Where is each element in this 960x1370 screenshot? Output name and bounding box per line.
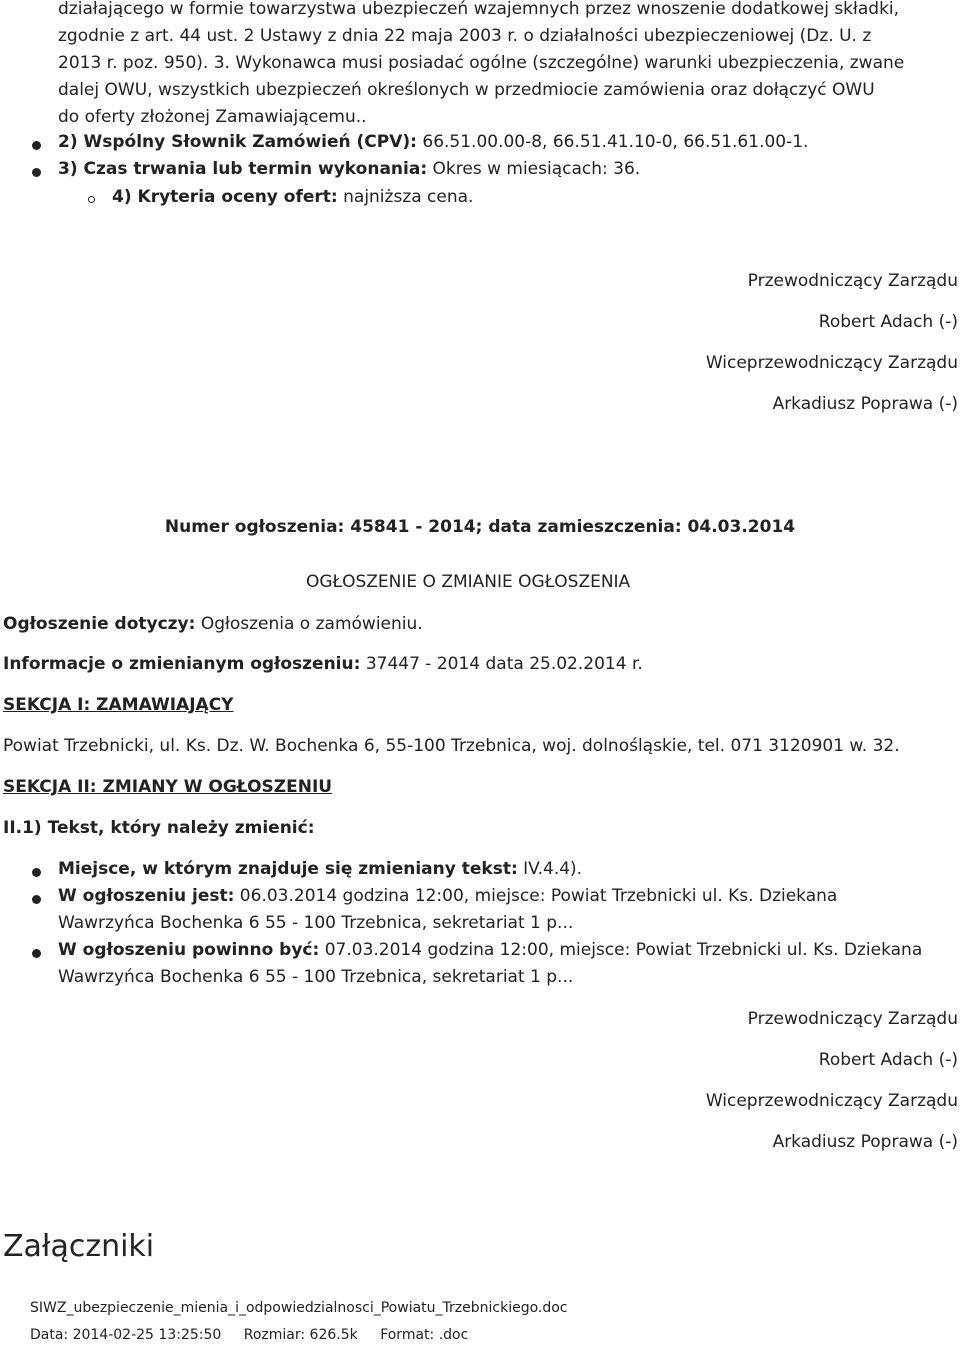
signature-name: Robert Adach (-)	[818, 1050, 958, 1070]
change-value: 06.03.2014 godzina 12:00, miejsce: Powiat Trzebnicki ul. Ks. Dziekana	[234, 886, 838, 906]
change-item	[58, 940, 922, 960]
bullet-dot	[32, 868, 41, 877]
change-label: W ogłoszeniu powinno być:	[58, 940, 320, 960]
section-title: SEKCJA II: ZMIANY W OGŁOSZENIU	[3, 777, 333, 797]
signature-role: Wiceprzewodniczący Zarządu	[705, 353, 958, 373]
signature-name: Robert Adach (-)	[818, 312, 958, 332]
criteria-value: najniższa cena.	[337, 187, 474, 207]
concerns-line	[3, 614, 423, 634]
intro-line: 2013 r. poz. 950). 3. Wykonawca musi posiadać ogólne (szczególne) warunki ubezpieczenia, zwane	[58, 53, 905, 73]
intro-line: działającego w formie towarzystwa ubezpieczeń wzajemnych przez wnoszenie dodatkowej składki,	[58, 0, 900, 19]
change-value: IV.4.4).	[517, 859, 583, 879]
change-value: 07.03.2014 godzina 12:00, miejsce: Powiat Trzebnicki ul. Ks. Dziekana	[319, 940, 923, 960]
contracting-authority-address: Powiat Trzebnicki, ul. Ks. Dz. W. Bochenka 6, 55-100 Trzebnica, woj. dolnośląskie, tel. 071 3120901 w. 32.	[3, 736, 900, 756]
attachment-size: Rozmiar: 626.5k	[243, 1327, 358, 1343]
intro-line: dalej OWU, wszystkich ubezpieczeń określonych w przedmiocie zamówienia oraz dołączyć OWU	[58, 80, 875, 100]
change-label: Miejsce, w którym znajduje się zmieniany tekst:	[58, 859, 518, 879]
bullet-dot	[32, 895, 41, 904]
info-label: Informacje o zmienianym ogłoszeniu:	[3, 654, 361, 674]
intro-paragraph	[58, 0, 958, 131]
duration-item	[58, 159, 640, 179]
concerns-value: Ogłoszenia o zamówieniu.	[195, 614, 423, 634]
cpv-label: 2) Wspólny Słownik Zamówień (CPV):	[58, 132, 417, 152]
criteria-item	[112, 187, 473, 207]
change-item-continuation: Wawrzyńca Bochenka 6 55 - 100 Trzebnica, sekretariat 1 p...	[58, 967, 574, 987]
attachment-date: Data: 2014-02-25 13:25:50	[30, 1327, 222, 1343]
info-value: 37447 - 2014 data 25.02.2014 r.	[360, 654, 643, 674]
change-item	[58, 859, 582, 879]
cpv-item	[58, 132, 808, 152]
bullet-dot	[32, 949, 41, 958]
section-title: SEKCJA I: ZAMAWIAJĄCY	[3, 695, 234, 715]
concerns-label: Ogłoszenie dotyczy:	[3, 614, 196, 634]
info-line	[3, 654, 643, 674]
change-item-continuation: Wawrzyńca Bochenka 6 55 - 100 Trzebnica, sekretariat 1 p...	[58, 913, 574, 933]
signature-role: Przewodniczący Zarządu	[747, 271, 958, 291]
duration-value: Okres w miesiącach: 36.	[427, 159, 641, 179]
bullet-dot	[32, 168, 41, 177]
bullet-circle	[88, 196, 95, 203]
cpv-value: 66.51.00.00-8, 66.51.41.10-0, 66.51.61.00-1.	[416, 132, 809, 152]
attachments-heading: Załączniki	[3, 1229, 155, 1264]
duration-label: 3) Czas trwania lub termin wykonania:	[58, 159, 428, 179]
attachment-format: Format: .doc	[380, 1327, 469, 1343]
criteria-label: 4) Kryteria oceny ofert:	[112, 187, 338, 207]
notice-number: Numer ogłoszenia: 45841 - 2014; data zamieszczenia: 04.03.2014	[164, 517, 796, 537]
attachment-meta	[30, 1327, 468, 1343]
attachment-file-link[interactable]: SIWZ_ubezpieczenie_mienia_i_odpowiedzialnosci_Powiatu_Trzebnickiego.doc	[30, 1300, 568, 1316]
notice-title: OGŁOSZENIE O ZMIANIE OGŁOSZENIA	[306, 572, 631, 592]
section-subtitle: II.1) Tekst, który należy zmienić:	[3, 818, 315, 838]
signature-role: Przewodniczący Zarządu	[747, 1009, 958, 1029]
change-item	[58, 886, 837, 906]
signature-role: Wiceprzewodniczący Zarządu	[705, 1091, 958, 1111]
intro-line: zgodnie z art. 44 ust. 2 Ustawy z dnia 22 maja 2003 r. o działalności ubezpieczeniowej (Dz. U. z	[58, 26, 872, 46]
change-label: W ogłoszeniu jest:	[58, 886, 235, 906]
bullet-dot	[32, 141, 41, 150]
signature-name: Arkadiusz Poprawa (-)	[772, 1132, 958, 1152]
intro-line: do oferty złożonej Zamawiającemu..	[58, 107, 367, 127]
signature-name: Arkadiusz Poprawa (-)	[772, 394, 958, 414]
